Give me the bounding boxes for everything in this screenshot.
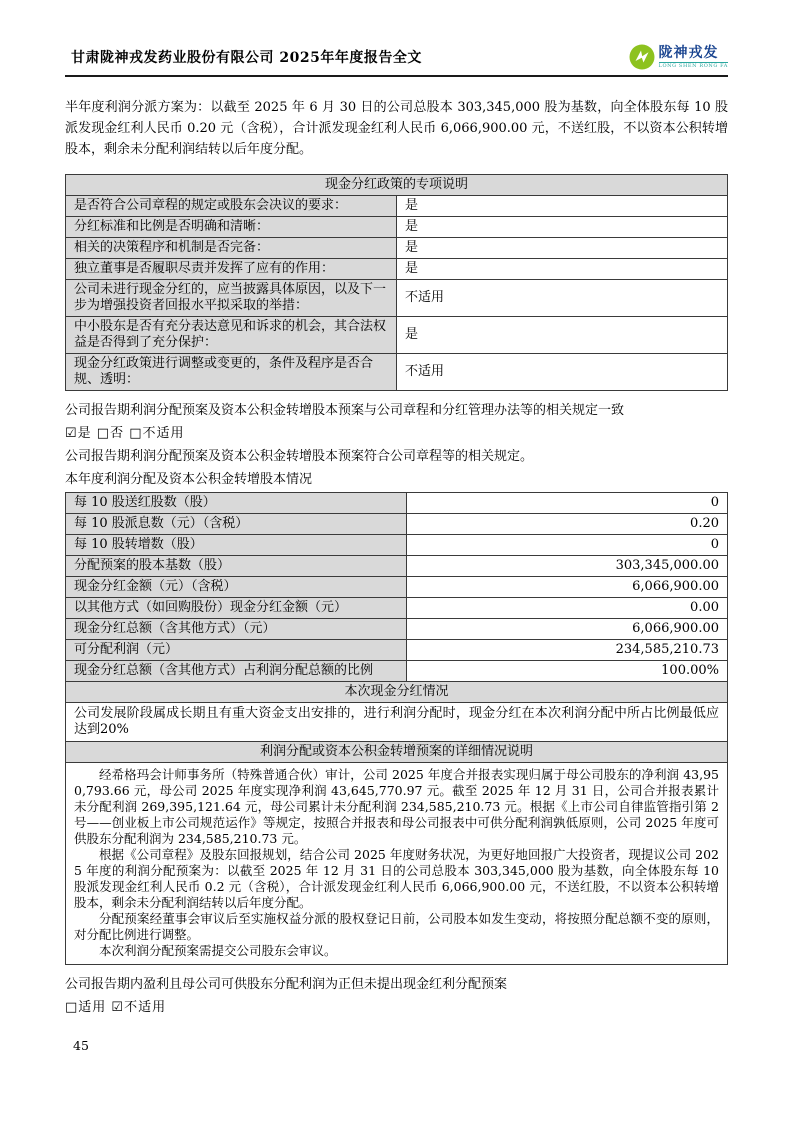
row-label: 现金分红总额（含其他方式）（元） bbox=[66, 619, 407, 640]
row-value: 是 bbox=[397, 238, 728, 259]
cash-dividend-section-title: 本次现金分红情况 bbox=[66, 682, 728, 703]
logo-text-block bbox=[659, 46, 728, 69]
table-row bbox=[66, 514, 728, 535]
section-detail-row bbox=[66, 763, 728, 965]
profit-distribution-table bbox=[65, 492, 728, 965]
page-number: 45 bbox=[73, 1038, 89, 1053]
table-row bbox=[66, 619, 728, 640]
detail-paragraph: 分配预案经董事会审议后至实施权益分派的股权登记日前，公司股本如发生变动，将按照分配总额不变的原则，对分配比例进行调整。 bbox=[74, 911, 719, 942]
table-row bbox=[66, 196, 728, 217]
interim-dividend-paragraph: 半年度利润分派方案为：以截至 2025 年 6 月 30 日的公司总股本 303,345,000 股为基数，向全体股东每 10 股派发现金红利人民币 0.20 元（含税），合计派发现金红利人民币 6,066,900.00 元，不送红股，不以资本公积转增股本，剩余未分配利润结转以后年度分配。 bbox=[65, 100, 728, 157]
table-row bbox=[66, 280, 728, 317]
table-row bbox=[66, 354, 728, 391]
table-row bbox=[66, 535, 728, 556]
row-label: 分配预案的股本基数（股） bbox=[66, 556, 407, 577]
company-logo bbox=[629, 44, 728, 70]
row-value: 是 bbox=[397, 259, 728, 280]
logo-bird-icon bbox=[629, 44, 655, 70]
row-label: 独立董事是否履职尽责并发挥了应有的作用： bbox=[66, 259, 397, 280]
detail-paragraph: 本次利润分配预案需提交公司股东会审议。 bbox=[99, 943, 337, 958]
row-value: 100.00% bbox=[407, 661, 728, 682]
row-label: 是否符合公司章程的规定或股东会决议的要求： bbox=[66, 196, 397, 217]
row-label: 公司未进行现金分红的，应当披露具体原因，以及下一步为增强投资者回报水平拟采取的举措： bbox=[66, 280, 397, 317]
row-value: 是 bbox=[397, 196, 728, 217]
logo-name-en: LONG SHEN RONG FA bbox=[658, 62, 728, 69]
consistency-statement: 公司报告期利润分配预案及资本公积金转增股本预案与公司章程和分红管理办法等的相关规定一致 bbox=[65, 403, 625, 418]
policy-table-title: 现金分红政策的专项说明 bbox=[66, 175, 728, 196]
row-label: 每 10 股派息数（元）（含税） bbox=[66, 514, 407, 535]
table-row bbox=[66, 493, 728, 514]
row-value: 0.20 bbox=[407, 514, 728, 535]
row-value: 234,585,210.73 bbox=[407, 640, 728, 661]
table-header-row bbox=[66, 175, 728, 196]
table-row bbox=[66, 317, 728, 354]
detail-paragraph: 根据《公司章程》及股东回报规划，结合公司 2025 年度财务状况，为更好地回报广大投资者，现提议公司 2025 年度的利润分配预案为：以截至 2025 年 12 月 31 日的公司总股本 303,345,000 股为基数，向全体股东每 10 股派发现金红利人民币 0.2 元（含税），合计派发现金红利人民币 6,066,900.00 元，不送红股，不以资本公积转增股本，剩余未分配利润结转以后年度分配。 bbox=[74, 847, 719, 910]
section-text-row bbox=[66, 703, 728, 742]
row-label: 现金分红政策进行调整或变更的，条件及程序是否合规、透明： bbox=[66, 354, 397, 391]
row-label: 相关的决策程序和机制是否完备： bbox=[66, 238, 397, 259]
cash-dividend-policy-table bbox=[65, 174, 728, 391]
row-label: 以其他方式（如回购股份）现金分红金额（元） bbox=[66, 598, 407, 619]
row-label: 中小股东是否有充分表达意见和诉求的机会，其合法权益是否得到了充分保护： bbox=[66, 317, 397, 354]
row-label: 现金分红金额（元）（含税） bbox=[66, 577, 407, 598]
row-label: 每 10 股送红股数（股） bbox=[66, 493, 407, 514]
table-row bbox=[66, 661, 728, 682]
section-header-row bbox=[66, 682, 728, 703]
row-value: 是 bbox=[397, 317, 728, 354]
row-label: 现金分红总额（含其他方式）占利润分配总额的比例 bbox=[66, 661, 407, 682]
row-value: 303,345,000.00 bbox=[407, 556, 728, 577]
consistency-checkboxes: ☑是 □否 □不适用 bbox=[65, 426, 185, 441]
row-label: 分红标准和比例是否明确和清晰： bbox=[66, 217, 397, 238]
distribution-table-caption: 本年度利润分配及资本公积金转增股本情况 bbox=[65, 472, 313, 487]
cash-dividend-section-text: 公司发展阶段属成长期且有重大资金支出安排的，进行利润分配时，现金分红在本次利润分配中所占比例最低应达到20% bbox=[66, 703, 728, 742]
no-dividend-statement: 公司报告期内盈利且母公司可供股东分配利润为正但未提出现金红利分配预案 bbox=[65, 977, 508, 992]
row-value: 不适用 bbox=[397, 280, 728, 317]
report-title: 甘肃陇神戎发药业股份有限公司 2025年年度报告全文 bbox=[71, 50, 422, 66]
table-row bbox=[66, 259, 728, 280]
table-row bbox=[66, 598, 728, 619]
row-value: 0 bbox=[407, 535, 728, 556]
row-value: 不适用 bbox=[397, 354, 728, 391]
row-label: 每 10 股转增数（股） bbox=[66, 535, 407, 556]
table-row bbox=[66, 556, 728, 577]
detail-paragraph: 经希格玛会计师事务所（特殊普通合伙）审计，公司 2025 年度合并报表实现归属于母公司股东的净利润 43,950,793.66 元，母公司 2025 年度实现净利润 43,645,770.97 元。截至 2025 年 12 月 31 日，公司合并报表累计未分配利润 269,395,121.64 元，母公司累计未分配利润 234,585,210.73 元。根据《上市公司自律监管指引第 2 号——创业板上市公司规范运作》等规定，按照合并报表和母公司报表中可供分配利润孰低原则，公司 2025 年度可供股东分配利润为 234,585,210.73 元。 bbox=[74, 767, 719, 846]
row-value: 是 bbox=[397, 217, 728, 238]
table-row bbox=[66, 238, 728, 259]
section-header-row bbox=[66, 742, 728, 763]
compliance-statement: 公司报告期利润分配预案及资本公积金转增股本预案符合公司章程等的相关规定。 bbox=[65, 449, 534, 464]
detail-section-text bbox=[66, 763, 728, 965]
row-label: 可分配利润（元） bbox=[66, 640, 407, 661]
row-value: 6,066,900.00 bbox=[407, 577, 728, 598]
table-row bbox=[66, 577, 728, 598]
table-row bbox=[66, 640, 728, 661]
table-row bbox=[66, 217, 728, 238]
row-value: 0.00 bbox=[407, 598, 728, 619]
row-value: 0 bbox=[407, 493, 728, 514]
row-value: 6,066,900.00 bbox=[407, 619, 728, 640]
logo-name-cn: 陇神戎发 bbox=[658, 44, 719, 61]
detail-section-title: 利润分配或资本公积金转增预案的详细情况说明 bbox=[66, 742, 728, 763]
no-dividend-checkboxes: □适用 ☑不适用 bbox=[65, 1000, 167, 1015]
page-header bbox=[65, 0, 728, 77]
